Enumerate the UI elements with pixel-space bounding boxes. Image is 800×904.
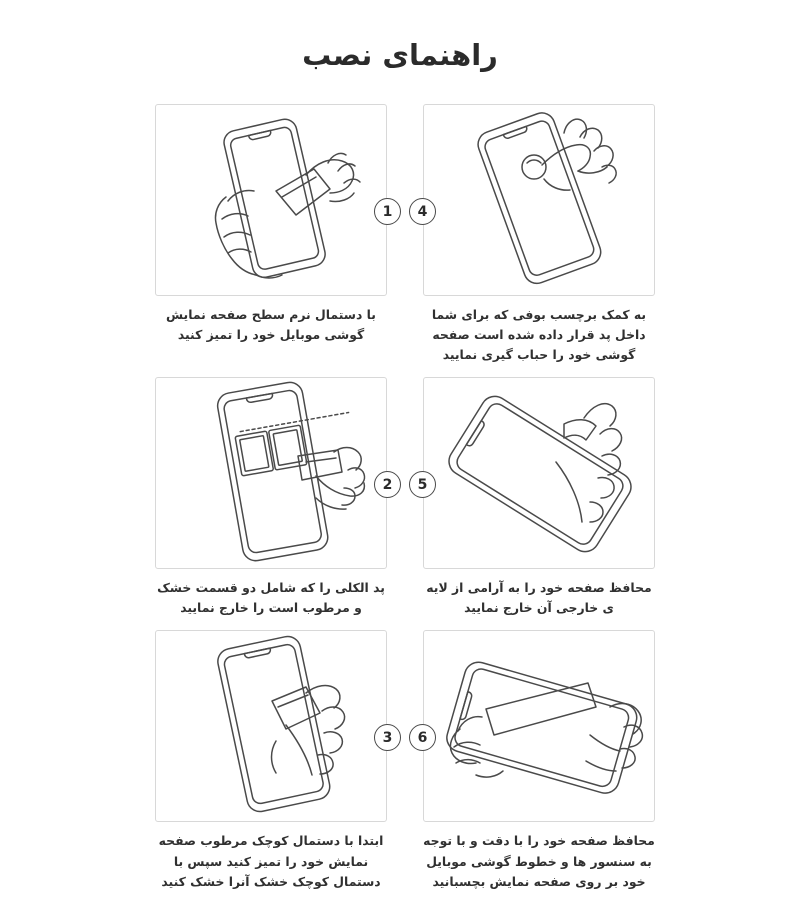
step-illustration-5 xyxy=(423,377,655,569)
step-caption-1: با دستمال نرم سطح صفحه نمایش گوشی موبایل خود را تمیز کنید xyxy=(166,307,376,343)
page-title: راهنمای نصب xyxy=(302,38,498,72)
step-card-1 xyxy=(155,104,393,365)
step-card-4 xyxy=(417,104,655,365)
steps-row-2 xyxy=(155,377,655,618)
step-caption-6: محافظ صفحه خود را با دقت و با توجه به سنسور ها و خطوط گوشی موبایل خود بر روی صفحه نمایش بچسبانید xyxy=(423,833,655,889)
steps-row-1 xyxy=(155,104,655,365)
step-number-badge-4: 4 xyxy=(409,198,436,225)
steps-row-3 xyxy=(155,630,655,891)
step-illustration-6 xyxy=(423,630,655,822)
step-illustration-2 xyxy=(155,377,387,569)
step-number-badge-2: 2 xyxy=(374,471,401,498)
step-caption-3: ابتدا با دستمال کوچک مرطوب صفحه نمایش خود را تمیز کنید سپس با دستمال کوچک خشک آنرا خشک کنید xyxy=(158,833,384,889)
step-number-badge-6: 6 xyxy=(409,724,436,751)
step-caption-2: پد الکلی را که شامل دو قسمت خشک و مرطوب است را خارج نمایید xyxy=(157,580,385,616)
step-caption-4: به کمک برچسب بوفی که برای شما داخل پد قرار داده شده است صفحه گوشی خود را حباب گیری نمایید xyxy=(431,307,647,363)
step-number-badge-5: 5 xyxy=(409,471,436,498)
step-illustration-3 xyxy=(155,630,387,822)
step-card-2 xyxy=(155,377,393,618)
step-number-badge-3: 3 xyxy=(374,724,401,751)
step-card-6 xyxy=(417,630,655,891)
step-illustration-1 xyxy=(155,104,387,296)
step-card-5 xyxy=(417,377,655,618)
step-illustration-4 xyxy=(423,104,655,296)
step-card-3 xyxy=(155,630,393,891)
steps-grid xyxy=(155,104,655,904)
step-number-badge-1: 1 xyxy=(374,198,401,225)
step-caption-5: محافظ صفحه خود را به آرامی از لایه ی خارجی آن خارج نمایید xyxy=(426,580,652,616)
